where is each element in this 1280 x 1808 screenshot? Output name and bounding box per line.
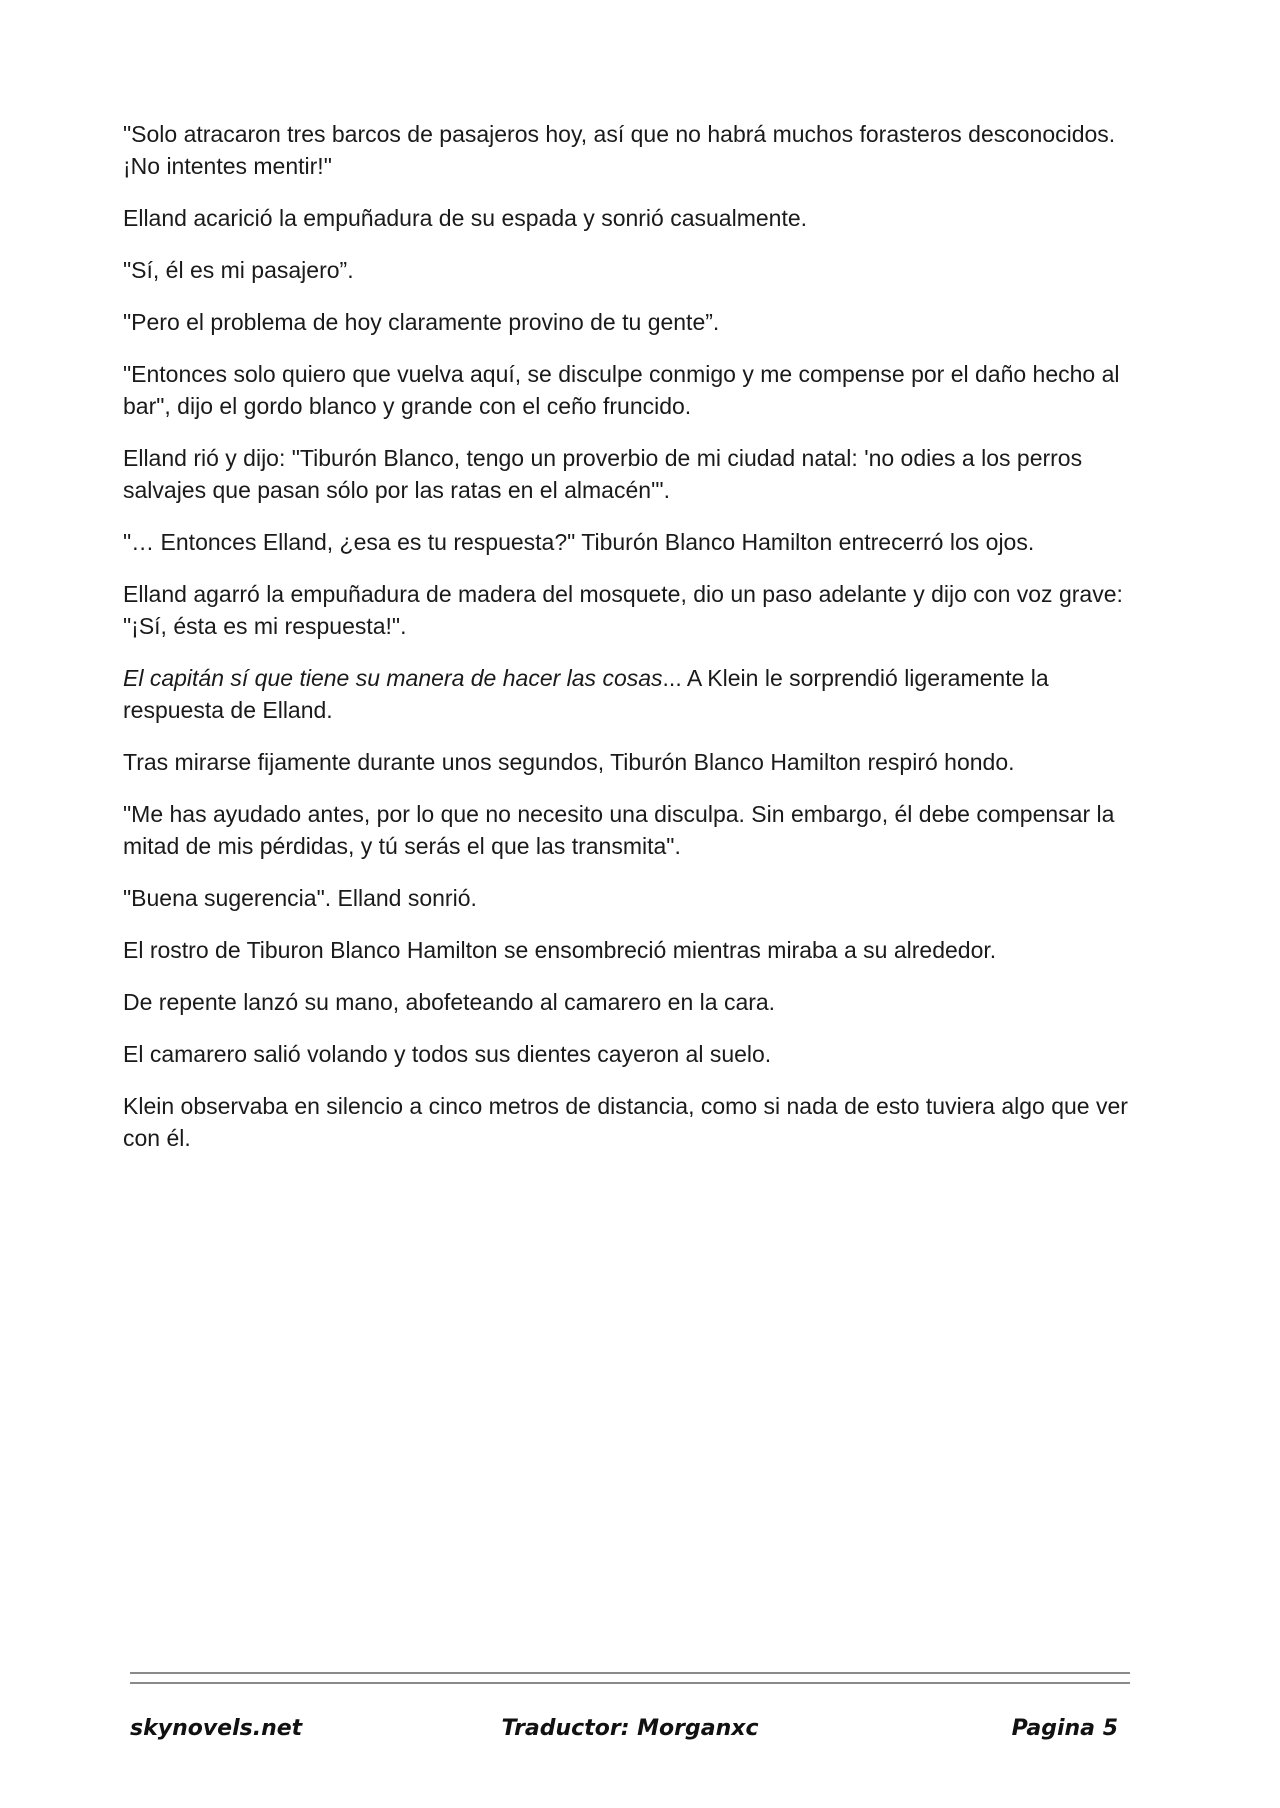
footer-translator: Traductor: Morganxc bbox=[501, 1716, 759, 1741]
paragraph: El rostro de Tiburon Blanco Hamilton se ensombreció mientras miraba a su alrededor. bbox=[123, 937, 997, 963]
paragraph: Elland agarró la empuñadura de madera del mosquete, dio un paso adelante y dijo con voz grave: "¡Sí, ésta es mi respuesta!". bbox=[123, 581, 1123, 639]
italic-thought: El capitán sí que tiene su manera de hacer las cosas bbox=[123, 665, 663, 691]
paragraph-rest: ... A Klein le sorprendió ligeramente la respuesta de Elland. bbox=[123, 665, 1049, 723]
paragraph: "Me has ayudado antes, por lo que no necesito una disculpa. Sin embargo, él debe compensar la mitad de mis pérdidas, y tú serás el que las transmita". bbox=[123, 801, 1115, 859]
footer-page-number: Pagina 5 bbox=[1011, 1716, 1118, 1741]
body-text bbox=[123, 118, 1143, 1174]
paragraph: Elland acarició la empuñadura de su espada y sonrió casualmente. bbox=[123, 205, 808, 231]
paragraph: El camarero salió volando y todos sus dientes cayeron al suelo. bbox=[123, 1041, 772, 1067]
page-footer bbox=[130, 1716, 1130, 1750]
paragraph: Klein observaba en silencio a cinco metros de distancia, como si nada de esto tuviera algo que ver con él. bbox=[123, 1093, 1128, 1151]
footer-divider bbox=[130, 1672, 1130, 1674]
paragraph: "Sí, él es mi pasajero”. bbox=[123, 257, 354, 283]
paragraph: "Entonces solo quiero que vuelva aquí, se disculpe conmigo y me compense por el daño hecho al bar", dijo el gordo blanco y grande con el ceño fruncido. bbox=[123, 361, 1120, 419]
paragraph: De repente lanzó su mano, abofeteando al camarero en la cara. bbox=[123, 989, 776, 1015]
paragraph: Tras mirarse fijamente durante unos segundos, Tiburón Blanco Hamilton respiró hondo. bbox=[123, 749, 1015, 775]
paragraph: "Buena sugerencia". Elland sonrió. bbox=[123, 885, 477, 911]
paragraph: "… Entonces Elland, ¿esa es tu respuesta?" Tiburón Blanco Hamilton entrecerró los ojos. bbox=[123, 529, 1035, 555]
paragraph: "Pero el problema de hoy claramente provino de tu gente”. bbox=[123, 309, 720, 335]
paragraph: "Solo atracaron tres barcos de pasajeros hoy, así que no habrá muchos forasteros desconocidos. ¡No intentes mentir!" bbox=[123, 121, 1116, 179]
paragraph bbox=[123, 662, 1143, 726]
footer-site: skynovels.net bbox=[130, 1716, 303, 1741]
paragraph: Elland rió y dijo: "Tiburón Blanco, tengo un proverbio de mi ciudad natal: 'no odies a los perros salvajes que pasan sólo por las ratas en el almacén'". bbox=[123, 445, 1083, 503]
footer-divider bbox=[130, 1682, 1130, 1684]
